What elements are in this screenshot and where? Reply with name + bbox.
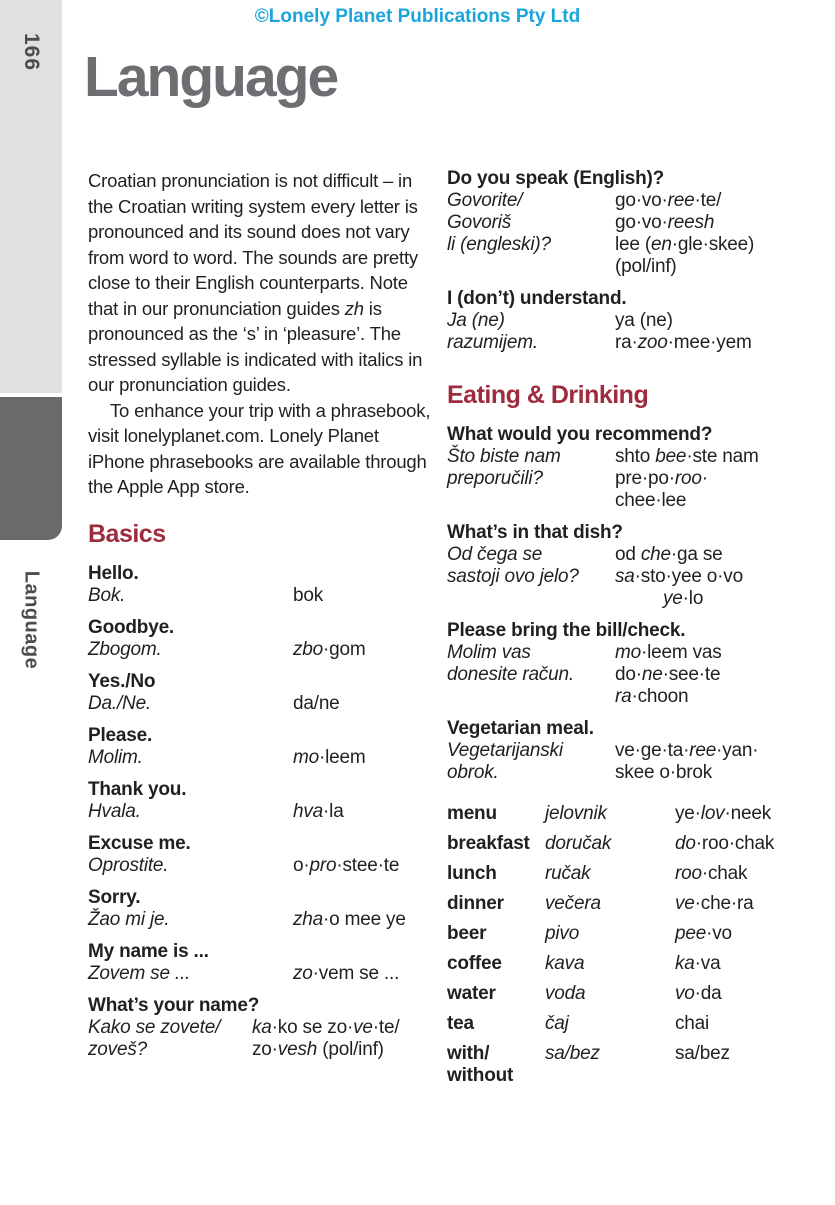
phrase-english: Please bring the bill/check. bbox=[447, 620, 686, 641]
phrase-row bbox=[447, 212, 822, 234]
croatian-text: razumijem. bbox=[447, 332, 538, 353]
phrase-row bbox=[447, 190, 822, 212]
pronunciation-text: zha·o mee ye bbox=[293, 908, 406, 930]
phrase-english: I (don’t) understand. bbox=[447, 288, 627, 309]
phrase-row bbox=[447, 234, 822, 256]
pronunciation-text: ra·choon bbox=[615, 686, 689, 707]
phrase-row bbox=[88, 963, 438, 985]
vocab-croatian: sa/bez bbox=[545, 1043, 600, 1064]
vocab-english: dinner bbox=[447, 893, 504, 914]
phrase-entry bbox=[447, 424, 822, 512]
pronunciation-text: o·pro·stee·te bbox=[293, 854, 400, 876]
vocab-english: beer bbox=[447, 923, 487, 944]
croatian-text: Govorite/ bbox=[447, 190, 523, 211]
right-column bbox=[447, 168, 822, 1095]
phrase-row bbox=[88, 639, 438, 661]
croatian-text: Zovem se ... bbox=[88, 962, 191, 984]
croatian-text bbox=[447, 256, 615, 278]
croatian-text bbox=[447, 686, 615, 708]
phrase-english: Goodbye. bbox=[88, 616, 175, 638]
vocab-croatian: čaj bbox=[545, 1013, 569, 1034]
pronunciation-text: shto bee·ste nam bbox=[615, 446, 759, 467]
pronunciation-text: lee (en·gle·skee) bbox=[615, 234, 755, 255]
croatian-text: li (engleski)? bbox=[447, 234, 551, 255]
vocab-pronunciation: do·roo·chak bbox=[675, 833, 775, 854]
phrase-row bbox=[447, 566, 822, 588]
croatian-text: Da./Ne. bbox=[88, 692, 152, 714]
phrase-row bbox=[88, 855, 438, 877]
phrase-english: Please. bbox=[88, 724, 153, 746]
phrase-row bbox=[88, 585, 438, 607]
phrase-english: Thank you. bbox=[88, 778, 187, 800]
phrase-entry bbox=[88, 671, 438, 715]
pronunciation-text: ve·ge·ta·ree·yan· bbox=[615, 740, 759, 761]
vocab-croatian: doručak bbox=[545, 833, 612, 854]
eating-phrase-list bbox=[447, 424, 822, 784]
phrase-row bbox=[88, 747, 438, 769]
croatian-text: Od čega se bbox=[447, 544, 543, 565]
page-title: Language bbox=[84, 45, 338, 109]
phrase-entry bbox=[88, 995, 438, 1061]
pronunciation-text: sa·sto·yee o·vo bbox=[615, 566, 743, 587]
phrase-row bbox=[447, 544, 822, 566]
pronunciation-text: go·vo·ree·te/ bbox=[615, 190, 722, 211]
vocab-croatian: ručak bbox=[545, 863, 591, 884]
phrase-english: What’s in that dish? bbox=[447, 522, 623, 543]
phrase-row bbox=[447, 332, 822, 354]
croatian-text: zoveš? bbox=[88, 1038, 148, 1060]
phrase-row bbox=[447, 468, 822, 490]
phrase-english: What’s your name? bbox=[88, 994, 260, 1016]
vocab-pronunciation: vo·da bbox=[675, 983, 722, 1004]
food-vocab-table bbox=[447, 803, 822, 1087]
vocab-row bbox=[447, 863, 822, 885]
phrase-entry bbox=[88, 941, 438, 985]
vocab-row bbox=[447, 893, 822, 915]
croatian-text: Molim. bbox=[88, 746, 143, 768]
phrase-english: Hello. bbox=[88, 562, 139, 584]
chapter-tab-block bbox=[0, 397, 62, 540]
phrase-entry bbox=[447, 168, 822, 278]
vocab-croatian: jelovnik bbox=[545, 803, 607, 824]
pronunciation-text: pre·po·roo· bbox=[615, 468, 708, 489]
pronunciation-text: da/ne bbox=[293, 692, 340, 714]
vocab-pronunciation: ye·lov·neek bbox=[675, 803, 772, 824]
phrase-english: What would you recommend? bbox=[447, 424, 713, 445]
pronunciation-text: (pol/inf) bbox=[615, 256, 677, 277]
phrase-english: Yes./No bbox=[88, 670, 156, 692]
pronunciation-text: ra·zoo·mee·yem bbox=[615, 332, 752, 353]
phrase-english: Excuse me. bbox=[88, 832, 191, 854]
vocab-english: menu bbox=[447, 803, 497, 824]
phrase-row bbox=[447, 490, 822, 512]
vocab-croatian: pivo bbox=[545, 923, 580, 944]
phrase-row bbox=[88, 1039, 438, 1061]
vocab-row bbox=[447, 953, 822, 975]
left-column bbox=[88, 168, 438, 1071]
vocab-english: with/ without bbox=[447, 1043, 514, 1086]
phrase-row bbox=[447, 588, 822, 610]
croatian-text: Žao mi je. bbox=[88, 908, 170, 930]
basics-continued-phrase-list bbox=[447, 168, 822, 354]
vocab-pronunciation: roo·chak bbox=[675, 863, 748, 884]
phrase-row bbox=[88, 909, 438, 931]
pronunciation-text: mo·leem vas bbox=[615, 642, 722, 663]
vocab-croatian: kava bbox=[545, 953, 585, 974]
pronunciation-text: go·vo·reesh bbox=[615, 212, 715, 233]
phrase-row bbox=[447, 664, 822, 686]
croatian-text: Bok. bbox=[88, 584, 126, 606]
croatian-text: sastoji ovo jelo? bbox=[447, 566, 579, 587]
vocab-english: lunch bbox=[447, 863, 497, 884]
pronunciation-text: ya (ne) bbox=[615, 310, 673, 331]
phrase-row bbox=[447, 762, 822, 784]
phrase-row bbox=[88, 801, 438, 823]
phrase-entry bbox=[447, 522, 822, 610]
intro-paragraph-1: Croatian pronunciation is not difficult – in the Croatian writing system every letter is pronounced and its sound does not vary from word to word. The sounds are pretty close to their English counterparts. Note that in our pronunciation guides zh is pronounced as the ‘s’ in ‘pleasure’. The stressed syllable is indicated with italics in our pronunciation guides. bbox=[88, 170, 423, 395]
pronunciation-text: mo·leem bbox=[293, 746, 366, 768]
vocab-pronunciation: ka·va bbox=[675, 953, 721, 974]
phrase-row bbox=[447, 642, 822, 664]
croatian-text: Govoriš bbox=[447, 212, 512, 233]
phrase-entry bbox=[447, 718, 822, 784]
pronunciation-text: od che·ga se bbox=[615, 544, 723, 565]
croatian-text: donesite račun. bbox=[447, 664, 574, 685]
pronunciation-text: bok bbox=[293, 584, 324, 606]
croatian-text: Zbogom. bbox=[88, 638, 162, 660]
vocab-english: coffee bbox=[447, 953, 502, 974]
vocab-row bbox=[447, 803, 822, 825]
phrase-entry bbox=[88, 833, 438, 877]
vocab-row bbox=[447, 923, 822, 945]
croatian-text: Ja (ne) bbox=[447, 310, 505, 331]
phrase-row bbox=[88, 693, 438, 715]
phrase-entry bbox=[88, 617, 438, 661]
phrase-row bbox=[447, 310, 822, 332]
vocab-english: breakfast bbox=[447, 833, 530, 854]
croatian-text: Molim vas bbox=[447, 642, 531, 663]
pronunciation-text: ka·ko se zo·ve·te/ bbox=[252, 1016, 400, 1038]
vocab-row bbox=[447, 833, 822, 855]
vocab-pronunciation: sa/bez bbox=[675, 1043, 730, 1064]
croatian-text: obrok. bbox=[447, 762, 499, 783]
pronunciation-text: zbo·gom bbox=[293, 638, 366, 660]
phrase-row bbox=[447, 256, 822, 278]
pronunciation-text: ye·lo bbox=[663, 588, 704, 609]
vocab-croatian: voda bbox=[545, 983, 586, 1004]
pronunciation-text: zo·vesh (pol/inf) bbox=[252, 1038, 384, 1060]
croatian-text: Vegetarijanski bbox=[447, 740, 563, 761]
phrase-entry bbox=[88, 887, 438, 931]
vocab-english: water bbox=[447, 983, 496, 1004]
basics-phrase-list bbox=[88, 563, 438, 1061]
croatian-text: Kako se zovete/ bbox=[88, 1016, 221, 1038]
pronunciation-text: chee·lee bbox=[615, 490, 687, 511]
intro-paragraph-2: To enhance your trip with a phrasebook, visit lonelyplanet.com. Lonely Planet iPhone phrasebooks are available through the Apple App store. bbox=[88, 399, 431, 497]
page-number: 166 bbox=[20, 32, 43, 72]
vocab-pronunciation: chai bbox=[675, 1013, 710, 1034]
pronunciation-text: do·ne·see·te bbox=[615, 664, 721, 685]
croatian-text: preporučili? bbox=[447, 468, 543, 489]
chapter-tab-label: Language bbox=[20, 570, 43, 670]
vocab-english: tea bbox=[447, 1013, 474, 1034]
pronunciation-text: hva·la bbox=[293, 800, 344, 822]
phrase-row bbox=[447, 740, 822, 762]
vocab-row bbox=[447, 1043, 822, 1087]
phrase-entry bbox=[447, 288, 822, 354]
vocab-row bbox=[447, 1013, 822, 1035]
vocab-row bbox=[447, 983, 822, 1005]
phrase-row bbox=[447, 686, 822, 708]
croatian-text: Oprostite. bbox=[88, 854, 169, 876]
phrase-row bbox=[88, 1017, 438, 1039]
croatian-text bbox=[447, 588, 615, 610]
pronunciation-text: skee o·brok bbox=[615, 762, 713, 783]
croatian-text: Što biste nam bbox=[447, 446, 561, 467]
phrase-entry bbox=[447, 620, 822, 708]
phrase-english: Vegetarian meal. bbox=[447, 718, 594, 739]
vocab-pronunciation: pee·vo bbox=[675, 923, 732, 944]
copyright-notice: ©Lonely Planet Publications Pty Ltd bbox=[254, 6, 581, 27]
section-heading-eating-drinking: Eating & Drinking bbox=[447, 381, 649, 409]
phrase-english: My name is ... bbox=[88, 940, 209, 962]
pronunciation-text: zo·vem se ... bbox=[293, 962, 400, 984]
phrase-entry bbox=[88, 779, 438, 823]
phrase-english: Do you speak (English)? bbox=[447, 168, 665, 189]
phrase-row bbox=[447, 446, 822, 468]
croatian-text: Hvala. bbox=[88, 800, 141, 822]
vocab-pronunciation: ve·che·ra bbox=[675, 893, 754, 914]
phrase-english: Sorry. bbox=[88, 886, 141, 908]
vocab-croatian: večera bbox=[545, 893, 601, 914]
section-heading-basics: Basics bbox=[88, 519, 166, 548]
phrase-entry bbox=[88, 563, 438, 607]
croatian-text bbox=[447, 490, 615, 512]
phrase-entry bbox=[88, 725, 438, 769]
